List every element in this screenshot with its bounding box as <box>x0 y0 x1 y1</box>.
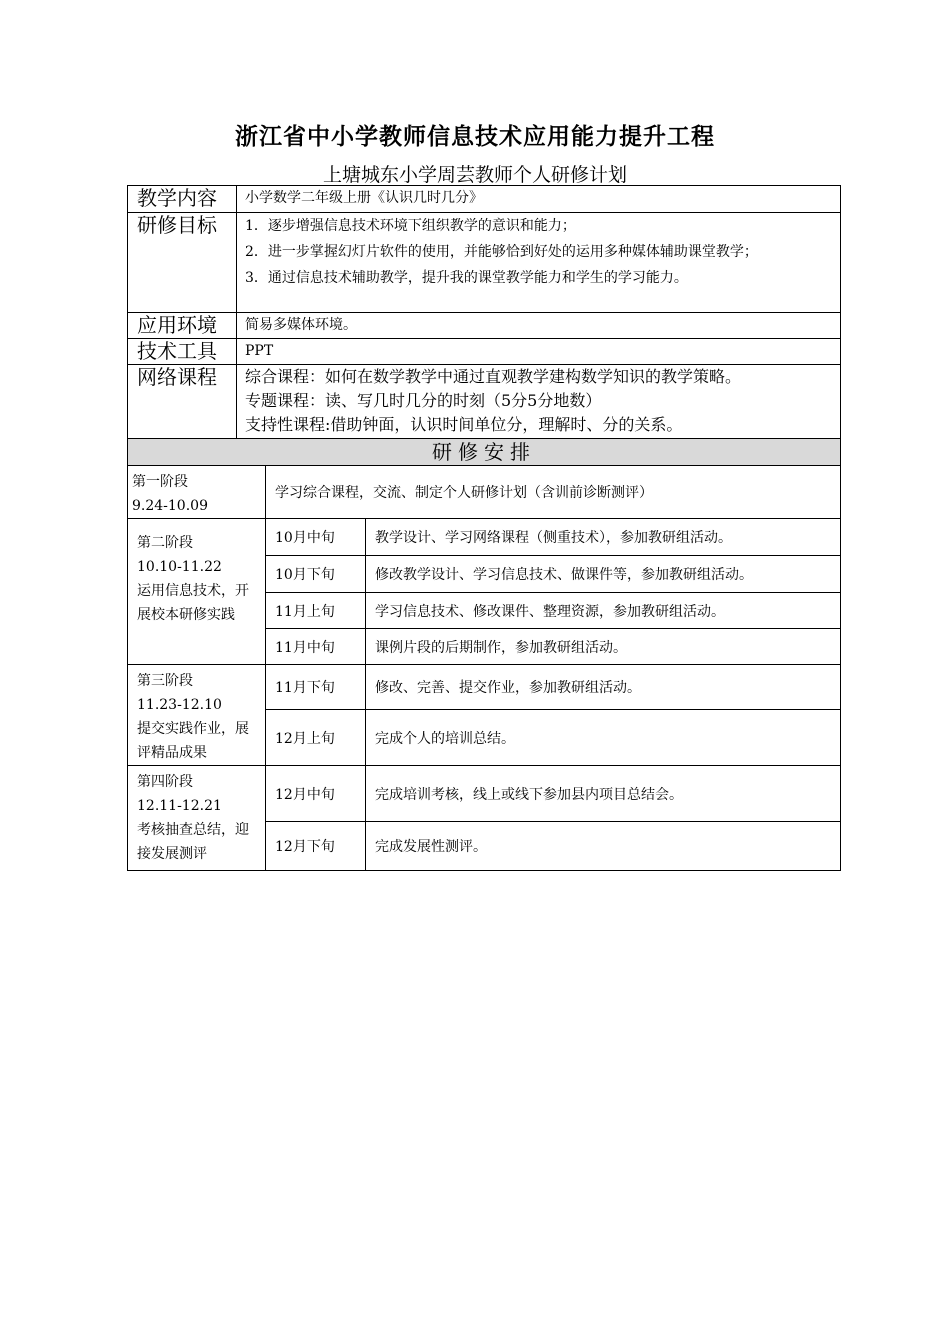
goals-row <box>128 213 841 313</box>
stage1-cell <box>128 466 266 519</box>
tools-value: PPT <box>237 339 841 365</box>
courses-label: 网络课程 <box>128 365 237 439</box>
goals-label: 研修目标 <box>128 213 237 313</box>
goal-item: 2．进一步掌握幻灯片软件的使用，并能够恰到好处的运用多种媒体辅助课堂教学； <box>245 244 758 260</box>
stage2-dates: 10.10-11.22 <box>137 559 222 575</box>
goal-item: 1．逐步增强信息技术环境下组织教学的意识和能力； <box>245 218 576 234</box>
task-cell: 教学设计、学习网络课程（侧重技术），参加教研组活动。 <box>366 519 841 556</box>
task-cell: 修改教学设计、学习信息技术、做课件等，参加教研组活动。 <box>366 556 841 593</box>
period-cell: 10月下旬 <box>266 556 366 593</box>
stage3-name: 第三阶段 <box>137 673 193 689</box>
stage3-cell <box>128 665 266 766</box>
content-label: 教学内容 <box>128 186 237 213</box>
task-cell: 学习信息技术、修改课件、整理资源，参加教研组活动。 <box>366 593 841 629</box>
period-cell: 12月下旬 <box>266 822 366 871</box>
stage1-name: 第一阶段 <box>132 474 188 490</box>
goal-item: 3．通过信息技术辅助教学，提升我的课堂教学能力和学生的学习能力。 <box>245 270 688 286</box>
env-label: 应用环境 <box>128 313 237 339</box>
period-cell: 11月下旬 <box>266 665 366 710</box>
arrangement-header: 研修安排 <box>128 439 841 466</box>
stage4-cell <box>128 766 266 871</box>
stage1-dates: 9.24-10.09 <box>132 498 208 514</box>
stage4-name: 第四阶段 <box>137 774 193 790</box>
stage1-task: 学习综合课程，交流、制定个人研修计划（含训前诊断测评） <box>266 466 841 519</box>
task-cell: 修改、完善、提交作业，参加教研组活动。 <box>366 665 841 710</box>
stage3-row-1 <box>128 665 841 710</box>
stage4-dates: 12.11-12.21 <box>137 798 222 814</box>
plan-info-table <box>127 185 841 466</box>
stage2-cell <box>128 519 266 665</box>
task-cell: 课例片段的后期制作，参加教研组活动。 <box>366 629 841 665</box>
period-cell: 10月中旬 <box>266 519 366 556</box>
courses-value <box>237 365 841 439</box>
stage2-desc: 运用信息技术，开展校本研修实践 <box>137 583 249 623</box>
stage2-row-1 <box>128 519 841 556</box>
schedule-table <box>127 465 841 871</box>
course-item: 支持性课程:借助钟面，认识时间单位分，理解时、分的关系。 <box>245 415 683 434</box>
page-subtitle: 上塘城东小学周芸教师个人研修计划 <box>322 164 627 186</box>
stage3-dates: 11.23-12.10 <box>137 697 222 713</box>
env-value: 简易多媒体环境。 <box>237 313 841 339</box>
stage3-desc: 提交实践作业，展评精品成果 <box>137 721 249 761</box>
period-cell: 12月中旬 <box>266 766 366 822</box>
stage2-name: 第二阶段 <box>137 535 193 551</box>
tools-row <box>128 339 841 365</box>
task-cell: 完成发展性测评。 <box>366 822 841 871</box>
content-value: 小学数学二年级上册《认识几时几分》 <box>237 186 841 213</box>
task-cell: 完成个人的培训总结。 <box>366 710 841 766</box>
stage4-desc: 考核抽查总结，迎接发展测评 <box>137 822 249 862</box>
content-row <box>128 186 841 213</box>
env-row <box>128 313 841 339</box>
stage4-row-1 <box>128 766 841 822</box>
page-title: 浙江省中小学教师信息技术应用能力提升工程 <box>235 124 715 150</box>
goals-value <box>237 213 841 313</box>
stage1-row <box>128 466 841 519</box>
arrangement-header-row <box>128 439 841 466</box>
period-cell: 11月中旬 <box>266 629 366 665</box>
tools-label: 技术工具 <box>128 339 237 365</box>
period-cell: 12月上旬 <box>266 710 366 766</box>
period-cell: 11月上旬 <box>266 593 366 629</box>
course-item: 专题课程：读、写几时几分的时刻（5分5分地数） <box>245 391 602 410</box>
course-item: 综合课程：如何在数学教学中通过直观教学建构数学知识的教学策略。 <box>245 367 742 386</box>
courses-row <box>128 365 841 439</box>
task-cell: 完成培训考核，线上或线下参加县内项目总结会。 <box>366 766 841 822</box>
